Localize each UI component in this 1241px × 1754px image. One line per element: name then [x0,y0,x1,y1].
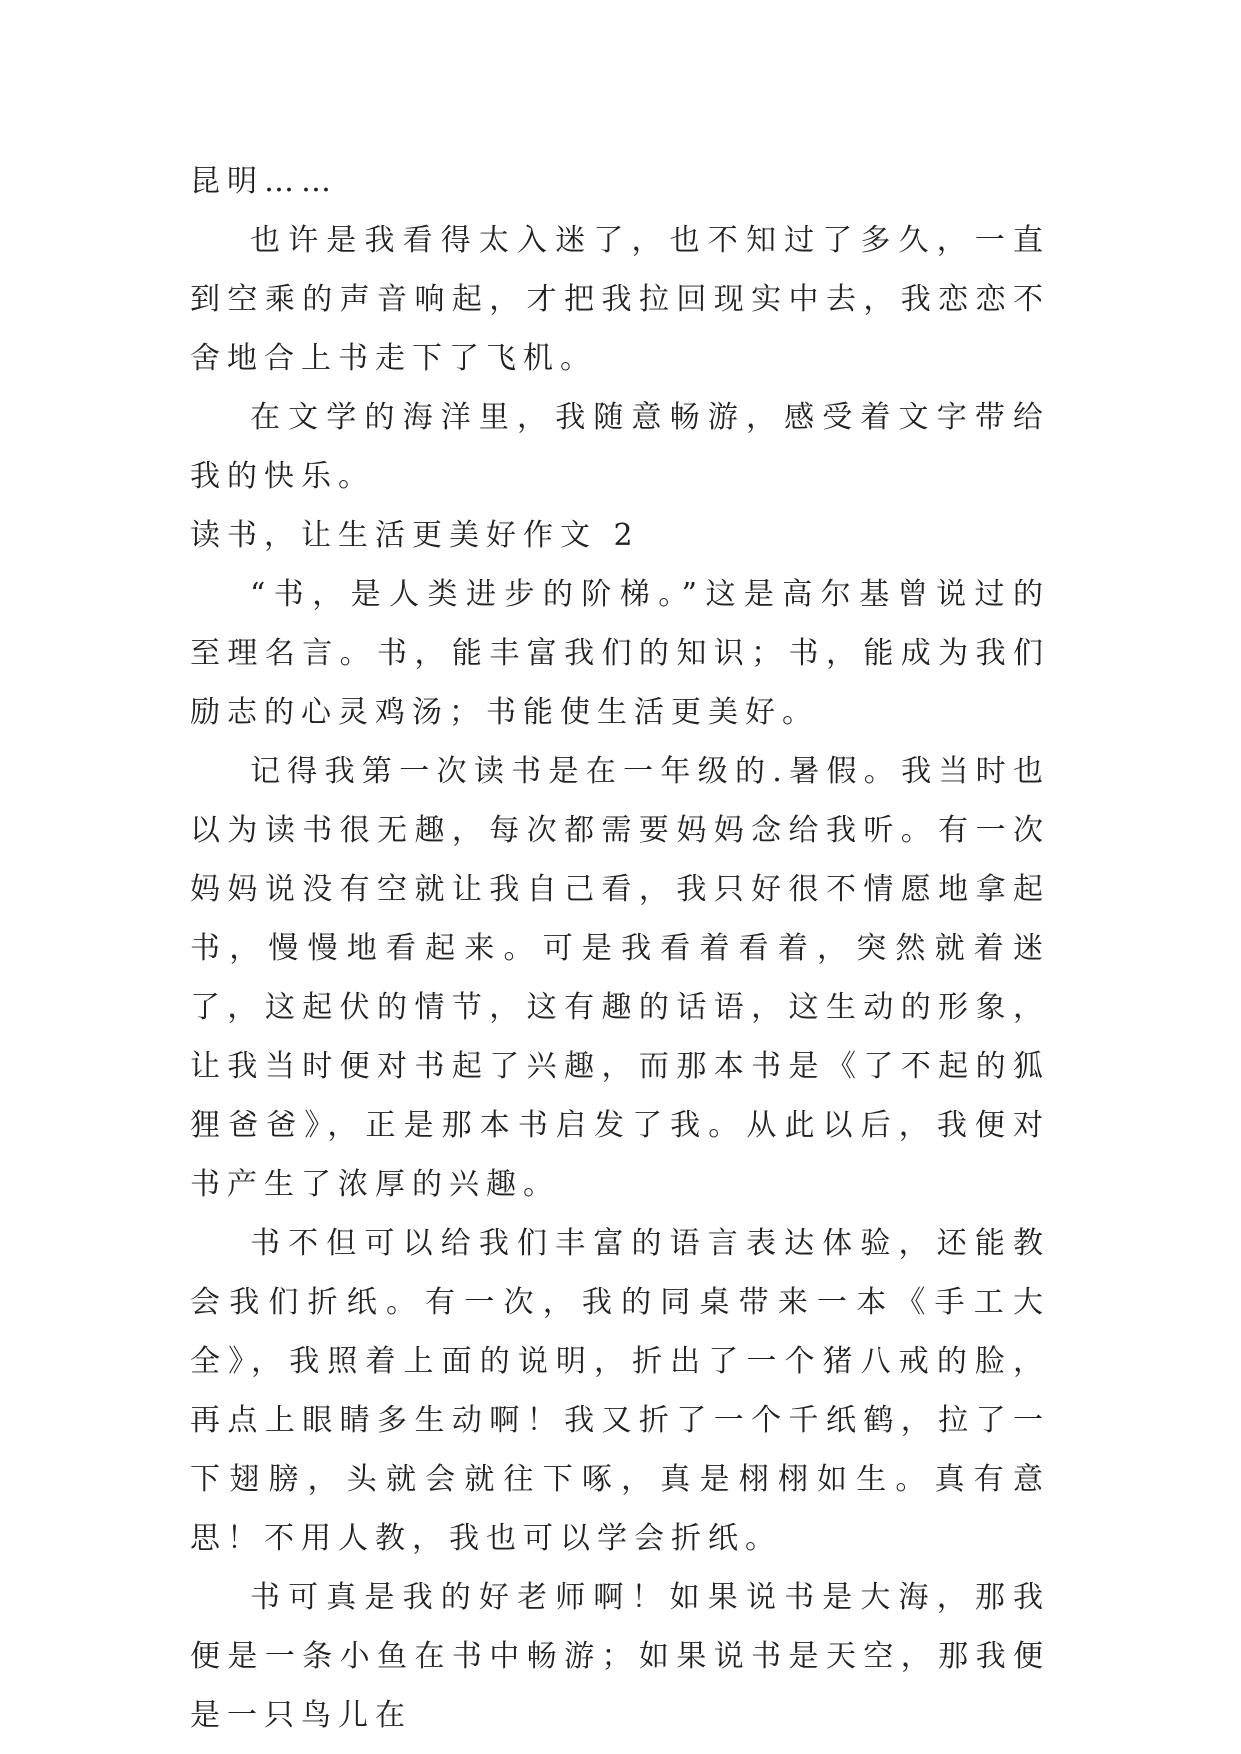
paragraph-2: 在文学的海洋里，我随意畅游，感受着文字带给我的快乐。 [190,400,1050,494]
paragraph-6: 书可真是我的好老师啊！如果说书是大海，那我便是一条小鱼在书中畅游；如果说书是天空，那我便是一只鸟儿在 [190,1580,1050,1733]
paragraph-3: “书，是人类进步的阶梯。”这是高尔基曾说过的至理名言。书，能丰富我们的知识；书，能成为我们励志的心灵鸡汤；书能使生活更美好。 [190,577,1050,730]
paragraph-5: 书不但可以给我们丰富的语言表达体验，还能教会我们折纸。有一次，我的同桌带来一本《手工大全》，我照着上面的说明，折出了一个猪八戒的脸，再点上眼睛多生动啊！我又折了一个千纸鹤，拉了一下翅膀，头就会就往下啄，真是栩栩如生。真有意思！不用人教，我也可以学会折纸。 [190,1226,1050,1556]
paragraph-1: 也许是我看得太入迷了，也不知过了多久，一直到空乘的声音响起，才把我拉回现实中去，我恋恋不舍地合上书走下了飞机。 [190,223,1050,376]
essay-heading: 读书，让生活更美好作文 2 [190,518,640,553]
document-body [190,152,1050,1745]
continuation-line: 昆明…… [190,164,338,199]
paragraph-4: 记得我第一次读书是在一年级的.暑假。我当时也以为读书很无趣，每次都需要妈妈念给我听。有一次妈妈说没有空就让我自己看，我只好很不情愿地拿起书，慢慢地看起来。可是我看着看着，突然就着迷了，这起伏的情节，这有趣的话语，这生动的形象，让我当时便对书起了兴趣，而那本书是《了不起的狐狸爸爸》，正是那本书启发了我。从此以后，我便对书产生了浓厚的兴趣。 [190,754,1050,1202]
